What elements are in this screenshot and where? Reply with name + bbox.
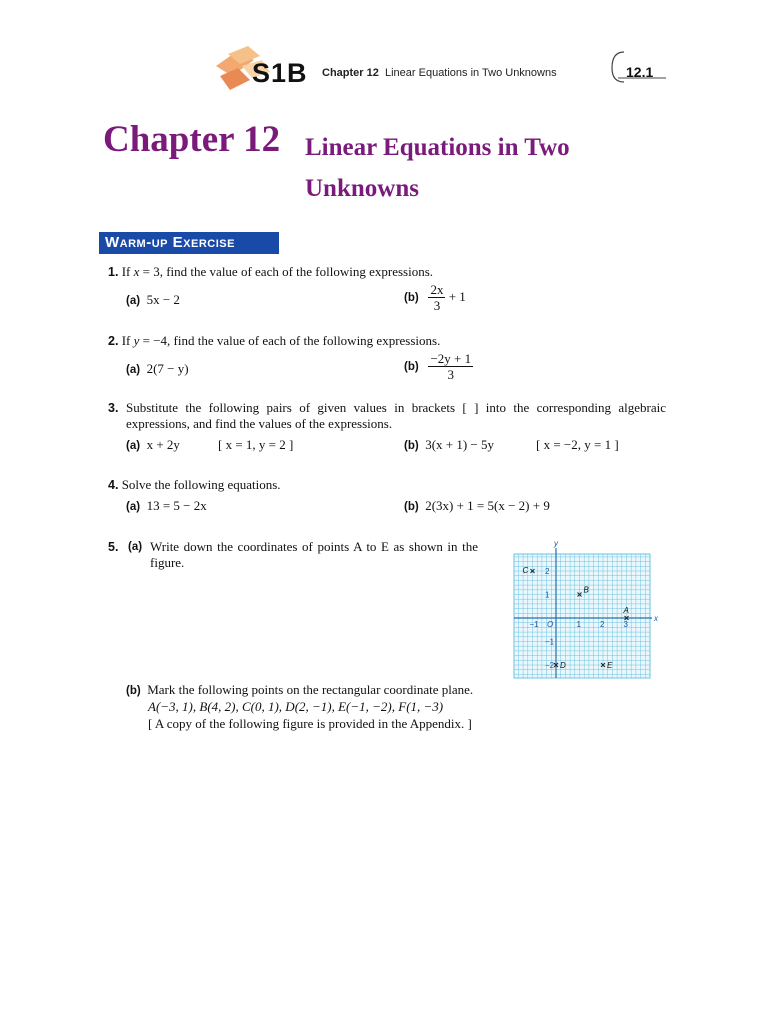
q2-part-b xyxy=(404,352,473,382)
q5-b-points: A(−3, 1), B(4, 2), C(0, 1), D(2, −1), E(−1, −2), F(1, −3) xyxy=(148,699,444,714)
q2-b-denominator: 3 xyxy=(447,367,455,382)
q4-number: 4. xyxy=(108,478,119,492)
x-tick-label: 2 xyxy=(600,620,605,629)
q3-a-label: (a) xyxy=(126,440,141,452)
point-label: C xyxy=(522,566,529,575)
q2-number: 2. xyxy=(108,334,119,348)
q5-b-text: Mark the following points on the rectangular coordinate plane. xyxy=(147,682,474,697)
x-tick-label: 1 xyxy=(576,620,581,629)
x-tick-label: 3 xyxy=(623,620,628,629)
q1-b-denominator: 3 xyxy=(433,298,441,313)
q5-b-label: (b) xyxy=(126,685,141,697)
q1-b-label: (b) xyxy=(404,291,419,304)
warm-up-banner: Warm-up Exercise xyxy=(99,232,279,254)
y-tick-label: −1 xyxy=(545,637,555,647)
q1-b-tail: + 1 xyxy=(448,288,466,304)
q4-b-label: (b) xyxy=(404,501,419,513)
q2-stem-var: y xyxy=(133,333,140,348)
q5-a-label: (a) xyxy=(128,541,143,553)
q3-part-a xyxy=(126,437,180,454)
y-axis-label: y xyxy=(554,539,558,548)
q1-stem-pre: If xyxy=(121,264,134,279)
q4-a-label: (a) xyxy=(126,501,141,513)
y-tick-label: −2 xyxy=(545,661,555,670)
logo-text: S1B xyxy=(252,58,308,88)
q1-part-a xyxy=(126,292,180,309)
chapter-name: Linear Equations in Two Unknowns xyxy=(305,134,570,202)
q3-a-values: [ x = 1, y = 2 ] xyxy=(218,437,294,452)
point-label: D xyxy=(560,661,566,670)
x-tick-label: −1 xyxy=(529,620,539,629)
q2-b-label: (b) xyxy=(404,360,419,373)
y-tick-label: 2 xyxy=(545,567,550,576)
q2-b-numerator: −2y + 1 xyxy=(430,351,472,366)
q1-b-numerator: 2x xyxy=(430,282,444,297)
point-label: B xyxy=(583,585,589,595)
q5-number: 5. xyxy=(108,540,119,554)
q2-stem-pre: If xyxy=(121,333,134,348)
q5-a-text: Write down the coordinates of points A to E as shown in the figure. xyxy=(150,539,478,570)
x-axis-label: x xyxy=(654,614,658,623)
q3-b-expr: 3(x + 1) − 5y xyxy=(425,437,495,452)
point-label: E xyxy=(607,661,613,670)
y-tick-label: 1 xyxy=(545,590,550,600)
origin-label: O xyxy=(547,620,554,629)
q4-stem-text: Solve the following equations. xyxy=(121,477,281,492)
q5-part-b xyxy=(126,682,473,699)
q1-a-label: (a) xyxy=(126,295,141,307)
q1-part-b xyxy=(404,283,466,313)
q1-a-expr: 5x − 2 xyxy=(146,292,180,307)
q1-stem-post: = 3, find the value of each of the following expressions. xyxy=(139,264,434,279)
chapter-title: Chapter 12 xyxy=(103,119,281,160)
q2-stem-post: = −4, find the value of each of the following expressions. xyxy=(139,333,441,348)
q2-part-a xyxy=(126,361,189,378)
q5-part-a xyxy=(108,539,478,571)
q1-stem-var: x xyxy=(133,264,140,279)
q2-a-label: (a) xyxy=(126,364,141,376)
q3-number: 3. xyxy=(108,401,119,415)
q1-number: 1. xyxy=(108,265,119,279)
q3-part-b xyxy=(404,437,494,454)
q5-b-note: [ A copy of the following figure is provided in the Appendix. ] xyxy=(148,716,472,731)
q2-b-fraction xyxy=(428,352,473,382)
header-chapter-title: Linear Equations in Two Unknowns xyxy=(384,67,557,79)
q1-stem xyxy=(108,264,668,280)
q4-part-a xyxy=(126,498,207,515)
q4-stem xyxy=(108,477,281,493)
page-number: 12.1 xyxy=(626,64,654,80)
q3-b-label: (b) xyxy=(404,440,419,452)
header-chapter xyxy=(322,67,557,79)
q3-b-values: [ x = −2, y = 1 ] xyxy=(536,437,619,452)
q3-stem xyxy=(108,400,666,432)
header-chapter-label: Chapter 12 xyxy=(322,67,379,79)
q2-a-expr: 2(7 − y) xyxy=(146,361,189,376)
q2-stem xyxy=(108,333,668,349)
q4-b-expr: 2(3x) + 1 = 5(x − 2) + 9 xyxy=(425,498,550,513)
q3-stem-text: Substitute the following pairs of given values in brackets [ ] into the corresponding algebraic expressions, and find the values of the expressions. xyxy=(126,400,666,431)
point-label: A xyxy=(623,606,629,615)
q1-b-fraction xyxy=(428,283,445,313)
coordinate-plane-figure xyxy=(508,538,660,680)
q4-part-b xyxy=(404,498,550,515)
q3-a-expr: x + 2y xyxy=(146,437,180,452)
q4-a-expr: 13 = 5 − 2x xyxy=(146,498,207,513)
